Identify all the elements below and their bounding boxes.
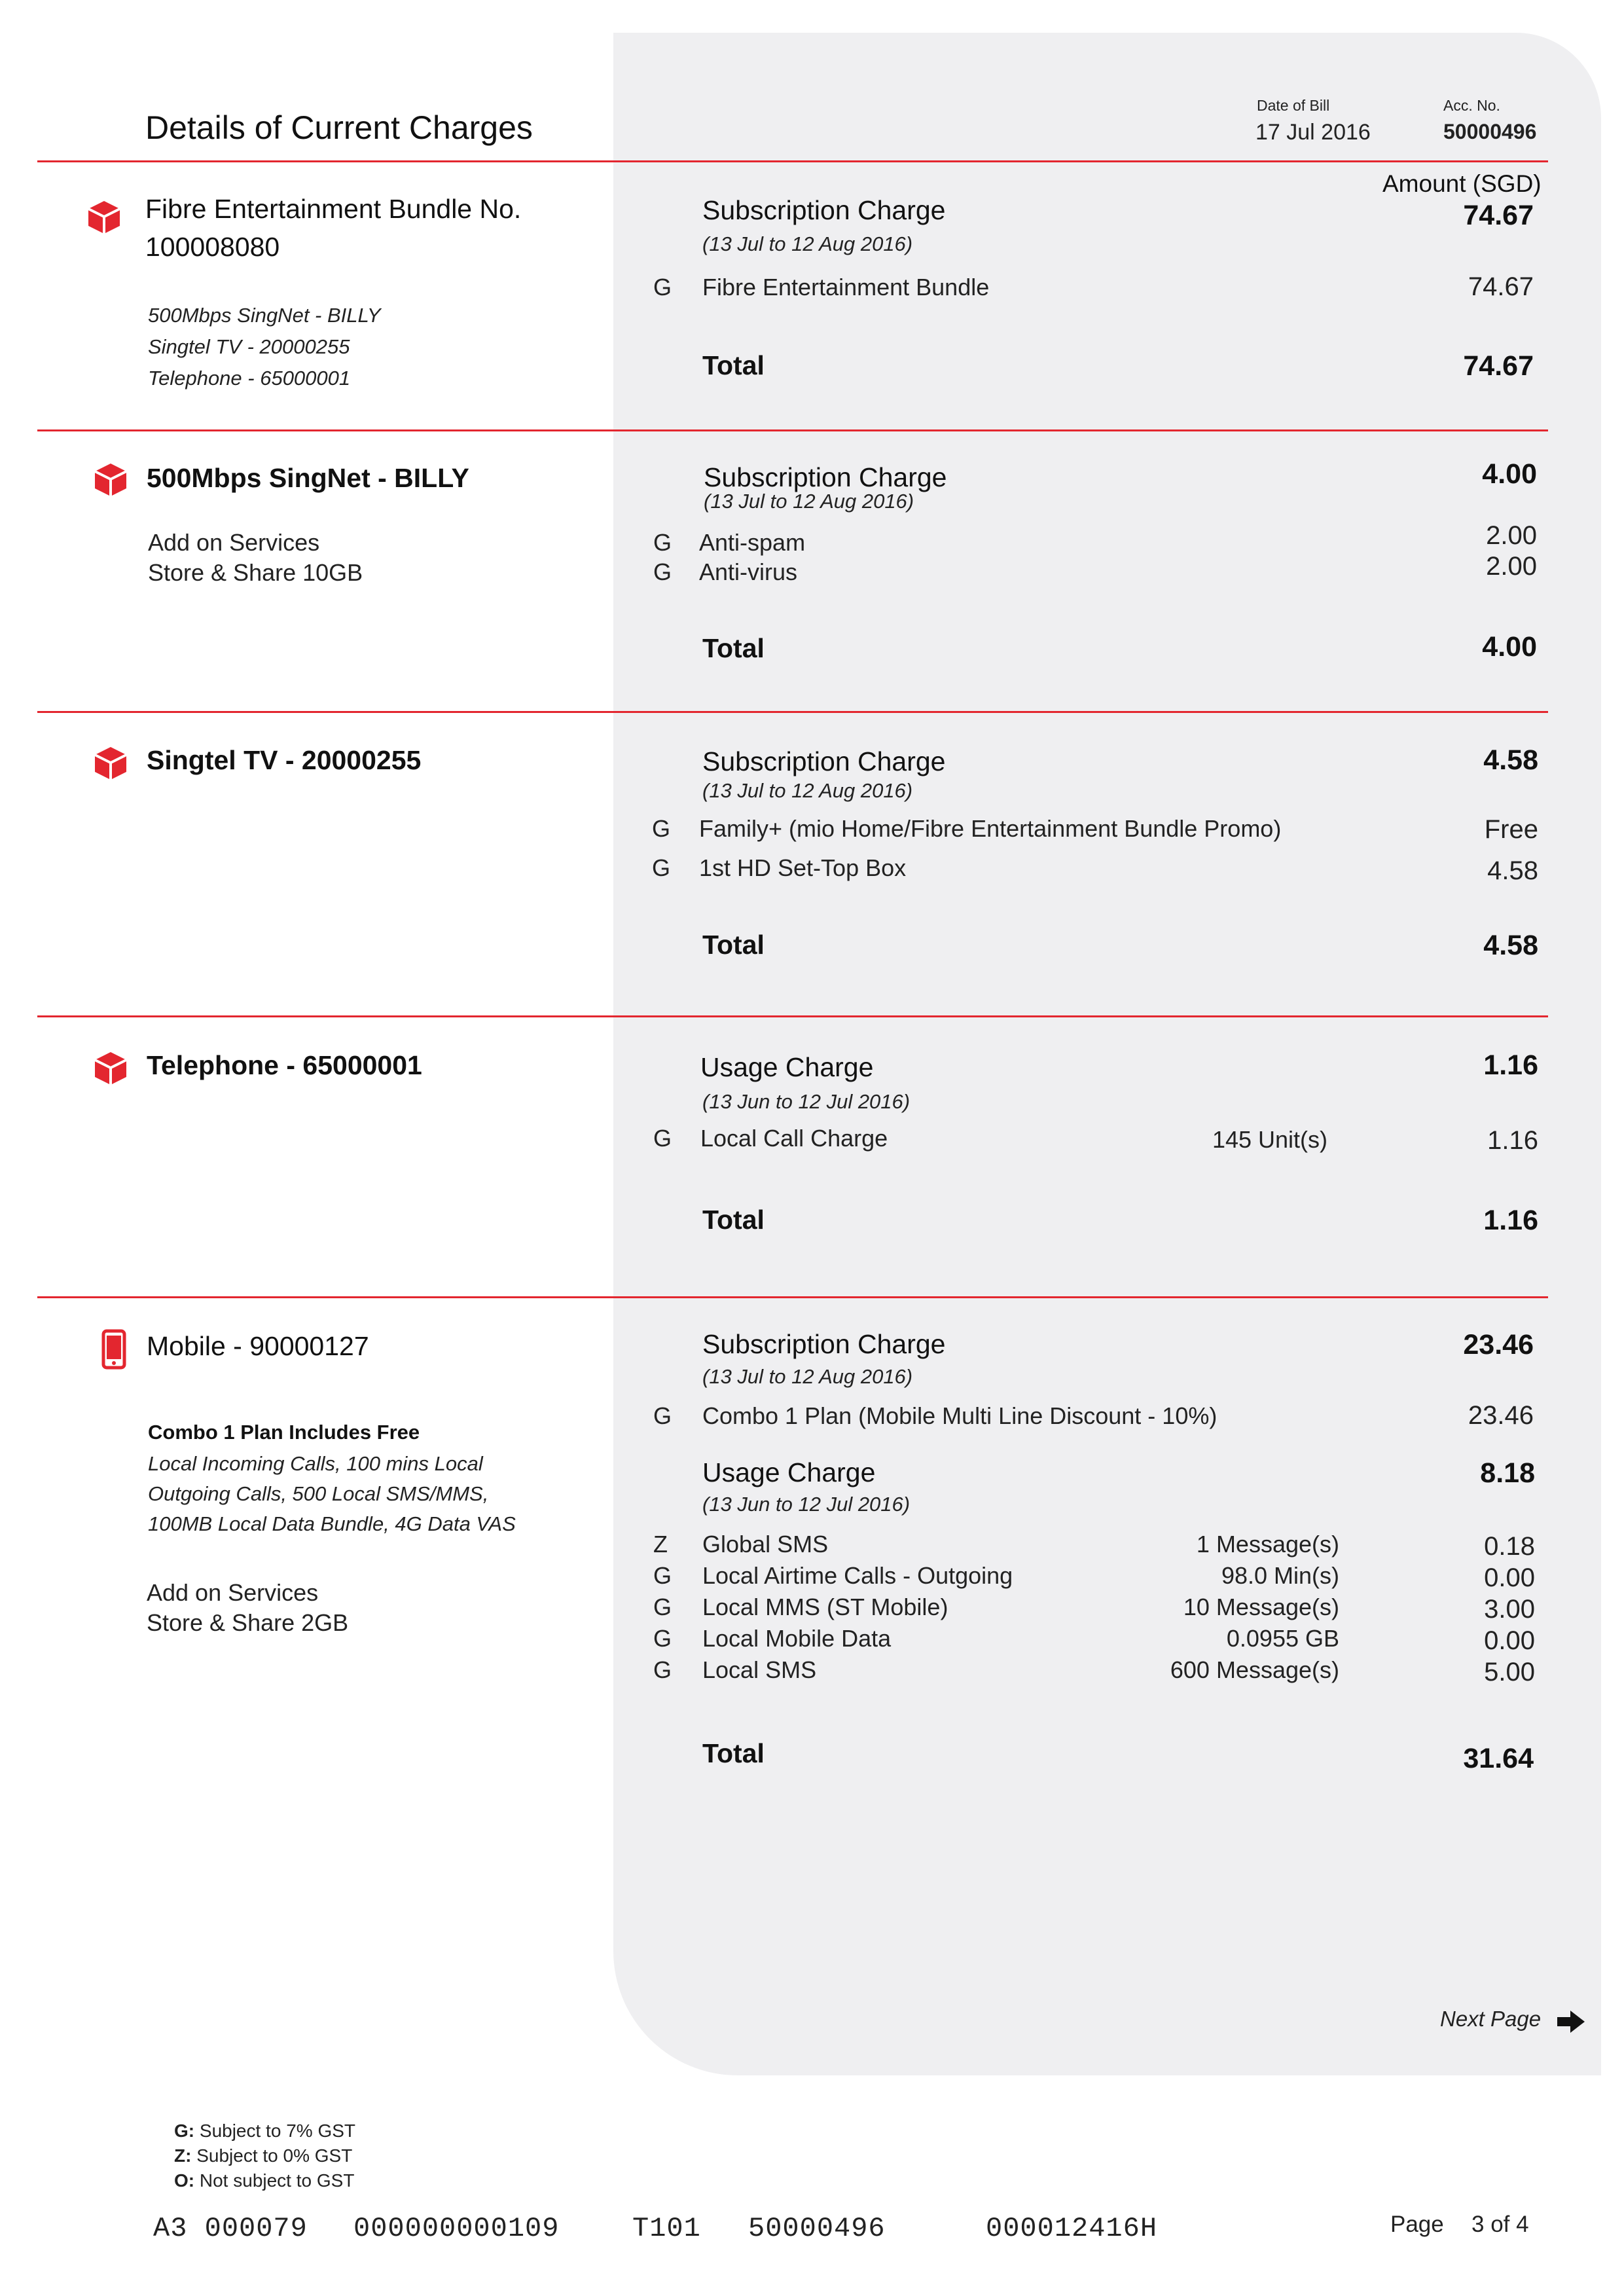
group-period: (13 Jun to 12 Jul 2016) <box>702 1493 911 1516</box>
total-amount: 31.64 <box>1463 1743 1534 1774</box>
box-icon <box>92 1049 129 1086</box>
group-title: Subscription Charge <box>704 462 947 492</box>
plan-detail: 100MB Local Data Bundle, 4G Data VAS <box>148 1512 516 1535</box>
line-item-amount: 2.00 <box>1486 552 1537 581</box>
total-amount: 74.67 <box>1463 350 1534 382</box>
mobile-phone-icon <box>101 1329 126 1370</box>
gst-code: G <box>653 1625 672 1652</box>
gst-code: G <box>653 558 672 585</box>
line-item-units: 98.0 Min(s) <box>1221 1562 1339 1589</box>
section-divider <box>37 429 1548 431</box>
gst-code: G <box>653 1656 672 1683</box>
service-name: 500Mbps SingNet - BILLY <box>147 463 469 493</box>
service-name: Mobile - 90000127 <box>147 1331 369 1361</box>
date-of-bill-label: Date of Bill <box>1257 97 1330 114</box>
addon-item: Store & Share 2GB <box>147 1609 349 1636</box>
account-number-value: 50000496 <box>1443 120 1537 143</box>
total-amount: 1.16 <box>1483 1205 1538 1236</box>
plan-title: Combo 1 Plan Includes Free <box>148 1421 420 1444</box>
line-item-desc: Anti-virus <box>699 558 798 585</box>
gst-code: Z <box>653 1531 668 1558</box>
page-number: 3 of 4 <box>1471 2212 1529 2237</box>
line-item-amount: 0.00 <box>1484 1563 1535 1592</box>
arrow-right-icon <box>1556 2009 1586 2035</box>
legend-item: O: Not subject to GST <box>174 2170 355 2191</box>
group-title: Subscription Charge <box>702 195 946 225</box>
line-item-desc: Family+ (mio Home/Fibre Entertainment Bundle Promo) <box>699 815 1282 842</box>
next-page-label: Next Page <box>1440 2007 1542 2031</box>
total-amount: 4.00 <box>1482 631 1537 663</box>
legend-item: Z: Subject to 0% GST <box>174 2145 353 2166</box>
date-of-bill-value: 17 Jul 2016 <box>1255 120 1371 145</box>
group-period: (13 Jun to 12 Jul 2016) <box>702 1090 911 1113</box>
addon-title: Add on Services <box>147 1579 319 1606</box>
line-item-units: 0.0955 GB <box>1226 1625 1339 1652</box>
box-icon <box>92 744 129 781</box>
service-name-line1: Fibre Entertainment Bundle No. <box>145 194 522 224</box>
line-item-amount: Free <box>1484 815 1538 844</box>
bundle-detail-telephone: Telephone - 65000001 <box>148 367 351 390</box>
ref-code: A3 000079 <box>153 2213 308 2244</box>
line-item-units: 145 Unit(s) <box>1212 1126 1327 1153</box>
line-item-units: 10 Message(s) <box>1183 1594 1339 1620</box>
header-divider <box>37 160 1548 162</box>
total-amount: 4.58 <box>1483 930 1538 961</box>
gst-code: G <box>653 529 672 556</box>
line-item-desc: Fibre Entertainment Bundle <box>702 274 990 301</box>
gst-code: G <box>652 854 671 881</box>
line-item-desc: Anti-spam <box>699 529 806 556</box>
total-label: Total <box>702 633 765 663</box>
line-item-desc: Combo 1 Plan (Mobile Multi Line Discount - 10%) <box>702 1402 1218 1429</box>
group-period: (13 Jul to 12 Aug 2016) <box>704 490 914 513</box>
line-item-amount: 0.00 <box>1484 1626 1535 1655</box>
group-period: (13 Jul to 12 Aug 2016) <box>702 779 913 802</box>
addon-title: Add on Services <box>148 529 320 556</box>
line-item-desc: Local SMS <box>702 1656 817 1683</box>
group-amount: 1.16 <box>1483 1049 1538 1081</box>
section-divider <box>37 711 1548 713</box>
bundle-detail-singnet: 500Mbps SingNet - BILLY <box>148 304 381 327</box>
ref-code: 000000000109 <box>353 2213 560 2244</box>
total-label: Total <box>702 1738 765 1768</box>
gst-code: G <box>652 815 671 842</box>
bundle-detail-tv: Singtel TV - 20000255 <box>148 335 350 358</box>
ref-code: 000012416H <box>986 2213 1158 2244</box>
amount-column-label: Amount (SGD) <box>1382 170 1542 197</box>
group-amount: 23.46 <box>1463 1329 1534 1360</box>
page-title: Details of Current Charges <box>145 109 533 146</box>
page-label: Page <box>1390 2212 1444 2237</box>
legend-item: G: Subject to 7% GST <box>174 2121 355 2141</box>
box-icon <box>86 198 122 235</box>
gst-code: G <box>653 274 672 301</box>
gst-legend <box>174 2119 355 2193</box>
line-item-desc: 1st HD Set-Top Box <box>699 854 907 881</box>
group-title: Subscription Charge <box>702 1329 946 1359</box>
group-amount: 8.18 <box>1480 1457 1535 1489</box>
service-name: Telephone - 65000001 <box>147 1050 422 1080</box>
gst-code: G <box>653 1402 672 1429</box>
line-item-amount: 5.00 <box>1484 1658 1535 1686</box>
service-name-line2: 100008080 <box>145 232 280 262</box>
plan-detail: Outgoing Calls, 500 Local SMS/MMS, <box>148 1482 489 1505</box>
line-item-desc: Local Mobile Data <box>702 1625 892 1652</box>
service-name: Singtel TV - 20000255 <box>147 745 422 775</box>
section-divider <box>37 1015 1548 1017</box>
line-item-amount: 0.18 <box>1484 1532 1535 1561</box>
line-item-desc: Local MMS (ST Mobile) <box>702 1594 948 1620</box>
account-number-label: Acc. No. <box>1443 97 1500 114</box>
section-divider <box>37 1296 1548 1298</box>
box-icon <box>92 461 129 498</box>
line-item-units: 1 Message(s) <box>1196 1531 1339 1558</box>
group-title: Subscription Charge <box>702 746 946 776</box>
group-title: Usage Charge <box>702 1457 876 1487</box>
line-item-amount: 2.00 <box>1486 521 1537 550</box>
gst-code: G <box>653 1562 672 1589</box>
line-item-amount: 4.58 <box>1487 856 1538 885</box>
line-item-desc: Local Call Charge <box>700 1125 888 1152</box>
line-item-units: 600 Message(s) <box>1170 1656 1339 1683</box>
line-item-desc: Local Airtime Calls - Outgoing <box>702 1562 1013 1589</box>
total-label: Total <box>702 350 765 380</box>
ref-code: 50000496 <box>748 2213 886 2244</box>
line-item-amount: 23.46 <box>1468 1401 1534 1430</box>
line-item-desc: Global SMS <box>702 1531 829 1558</box>
line-item-amount: 3.00 <box>1484 1595 1535 1624</box>
gst-code: G <box>653 1594 672 1620</box>
addon-item: Store & Share 10GB <box>148 559 363 586</box>
total-label: Total <box>702 1205 765 1235</box>
plan-detail: Local Incoming Calls, 100 mins Local <box>148 1452 483 1475</box>
ref-code: T101 <box>632 2213 701 2244</box>
gst-code: G <box>653 1125 672 1152</box>
group-period: (13 Jul to 12 Aug 2016) <box>702 1365 913 1388</box>
line-item-amount: 1.16 <box>1487 1126 1538 1155</box>
total-label: Total <box>702 930 765 960</box>
group-amount: 74.67 <box>1463 200 1534 231</box>
group-title: Usage Charge <box>700 1052 874 1082</box>
group-period: (13 Jul to 12 Aug 2016) <box>702 232 913 255</box>
group-amount: 4.00 <box>1482 458 1537 490</box>
line-item-amount: 74.67 <box>1468 272 1534 301</box>
group-amount: 4.58 <box>1483 744 1538 776</box>
